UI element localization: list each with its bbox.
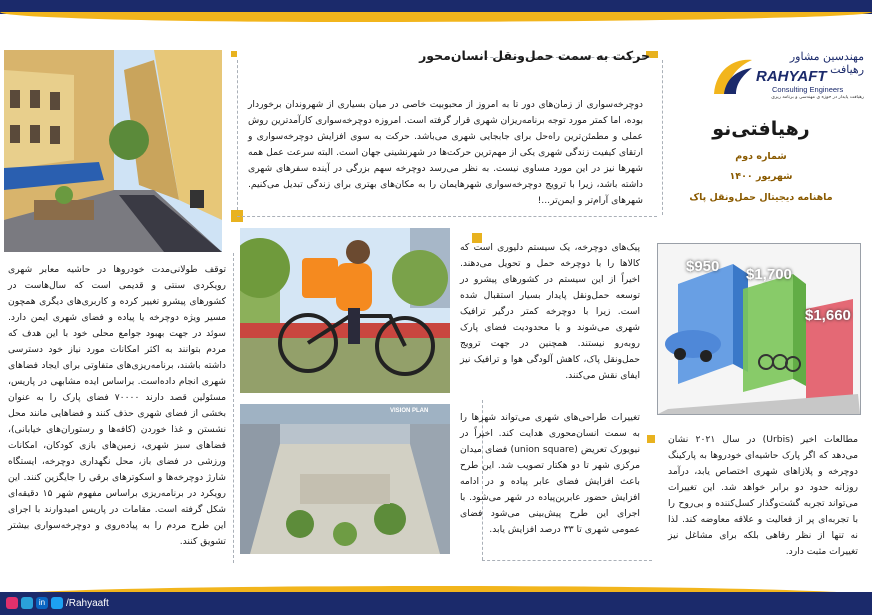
newsletter-subtitle: ماهنامه دیجیتال حمل‌ونقل پاک bbox=[689, 192, 833, 203]
newsletter-title: رهیافتی‌نو bbox=[712, 118, 810, 140]
divider bbox=[237, 216, 657, 217]
logo[interactable] bbox=[706, 48, 866, 108]
twitter-icon[interactable] bbox=[51, 597, 63, 609]
price-plaza: $1,660 bbox=[805, 307, 851, 324]
logo-name: RAHYAFT bbox=[756, 68, 827, 85]
footer-band bbox=[0, 592, 872, 615]
left-column-text: توقف طولانی‌مدت خودروها در حاشیه معابر شهری رویکردی سنتی و قدیمی است که سال‌هاست در کشورهای پیشرو تغییر کرده و کاربری‌های دیگری همچون مسیر ویژه دوچرخه یا پیاده و فضای شهری ایمن دارد. سوئد در جهت بهبود جوامع محلی خود با این هدف که مردم بتوانند به اکثر امکانات مورد نیاز خود دسترسی داشته باشند، برنامه‌ریزی‌های متفاوتی برای ایجاد فضاهای شهری انجام داده‌است. براساس ایده مشابهی در پاریس، مسئولین قصد دارند ۷۰۰۰۰ فضای پارک را به عنوان بخشی از فضای شهری حذف کنند و فضاهایی مانند محل نشستن و غذا خوردن (کافه‌ها و رستوران‌های خیابانی)، فضاهای سبز شهری، زمین‌های بازی کودکان، امکانات ورزشی در فضای باز، محل نگهداری دوچرخه، ایستگاه شارژ دوچرخه‌ها و اسکوترهای برقی را جایگزین کنند. این رویکرد در برنامه‌ریزی براساس مفهوم شهر ۱۵ دقیقه‌ای شکل گرفته است. مقامات در پاریس امیدوارند با اجرای این طرح مردم را به پیاده‌روی و دوچرخه‌سواری بیشتر تشویق کنند. bbox=[8, 264, 226, 547]
divider bbox=[662, 60, 663, 215]
divider bbox=[482, 560, 652, 561]
headline: حرکت به سمت حمل‌ونقل انسان‌محور bbox=[419, 48, 650, 63]
street-photo bbox=[4, 50, 222, 252]
logo-mark-icon bbox=[710, 54, 754, 98]
issue-number: شماره دوم bbox=[735, 151, 787, 162]
logo-arabic: مهندسین مشاور رهیافت bbox=[789, 50, 864, 76]
telegram-icon[interactable] bbox=[21, 597, 33, 609]
urbis-text: مطالعات اخیر (Urbis) در سال ۲۰۲۱ نشان می‌دهد که اگر پارک حاشیه‌ای خودروها به پارکینگ دوچرخه و پلازاهای شهری اختصاص یابد، درآمد روزانه حدود دو برابر خواهد شد. این تغییرات می‌تواند تجربه گشت‌وگذار کسل‌کننده و بی‌روح را با تجربه‌ای پر از فعالیت و علاقه معاوضه کند. لذا نه تنها از نظر رفاهی بلکه برای مشاغل نیز تغییرات مثبت دارد. bbox=[668, 434, 858, 557]
social-links[interactable] bbox=[6, 597, 109, 609]
corner-accent bbox=[231, 51, 237, 57]
union-square-text: تغییرات طراحی‌های شهری می‌تواند شهرها را به سمت انسان‌محوری هدایت کند. اخیراً در نیویورک تعریض (union square) فضای میدان مرکزی شهر تا دو هکتار تصویب شد. این طرح باعث افزایش فضای عابر پیاده و در ادامه افزایش حضور عابرین‌پیاده در شهر می‌شود. با اجرای این طرح پیش‌بینی می‌شود فضای عمومی شهری تا ۳۳ درصد افزایش یابد. bbox=[460, 412, 640, 535]
divider bbox=[233, 253, 234, 563]
parking-infographic bbox=[657, 243, 861, 415]
footer-handle[interactable]: /Rahyaaft bbox=[66, 597, 109, 609]
instagram-icon[interactable] bbox=[6, 597, 18, 609]
delivery-text: پیک‌های دوچرخه، یک سیستم دلیوری است که کالاها را با دوچرخه حمل و تحویل می‌دهند. اخیراً از این سیستم در کشورهای پیشرو در توسعه حمل‌ونقل پایدار بسیار استقبال شده است. زیرا با دوچرخه کمتر درگیر ترافیک شهری می‌شوند و با محدودیت فضای پارک روبه‌رو نیستند. همچنین در جهت ترویج حمل‌ونقل پاک، کاهش آلودگی هوا و ترافیک نیز ایفای نقش می‌کنند. bbox=[460, 242, 640, 381]
logo-sub: Consulting Engineers bbox=[772, 85, 844, 94]
linkedin-icon[interactable]: in bbox=[36, 597, 48, 609]
price-car-parking: $950 bbox=[686, 258, 720, 275]
divider bbox=[237, 60, 238, 210]
logo-tagline: رهیافت پایدار در حوزه ی مهندسی و برنامه ریزی bbox=[771, 95, 864, 100]
corner-accent bbox=[647, 435, 655, 443]
plan-image bbox=[240, 404, 450, 554]
issue-date: شهریور ۱۴۰۰ bbox=[729, 171, 793, 182]
price-bike-parking: $1,700 bbox=[746, 266, 792, 283]
intro-paragraph: دوچرخه‌سواری از زمان‌های دور تا به امروز از محبوبیت خاصی در میان بسیاری از شهروندان برخوردار بوده، اما کمتر مورد توجه برنامه‌ریزان شهری قرار گرفته است. امروزه دوچرخه‌سواری کارآمدترین روش عملی و مطمئن‌ترین راه‌حل برای جابجایی شهری می‌باشد. حرکت به سوی افزایش دوچرخه‌سواری و ارتقای کیفیت زندگی شهری یکی از مهم‌ترین حرکت‌ها در شهرنشینی جهان است. البته سرعت عمل همه شهرها نیز در این مورد مساوی نیست. به نظر می‌رسد دوچرخه سهم بزرگی در آینده سفرهای شهری داشته باشد، زیرا با ترویج دوچرخه‌سواری شهرهایمان را به مکان‌های بهتری برای زندگی تبدیل می‌کنیم. شهرهای آرام‌تر و ایمن‌تر...! bbox=[248, 99, 643, 206]
plan-label: VISION PLAN bbox=[390, 408, 429, 414]
top-accent-wave bbox=[0, 12, 872, 22]
cyclist-photo bbox=[240, 228, 450, 393]
